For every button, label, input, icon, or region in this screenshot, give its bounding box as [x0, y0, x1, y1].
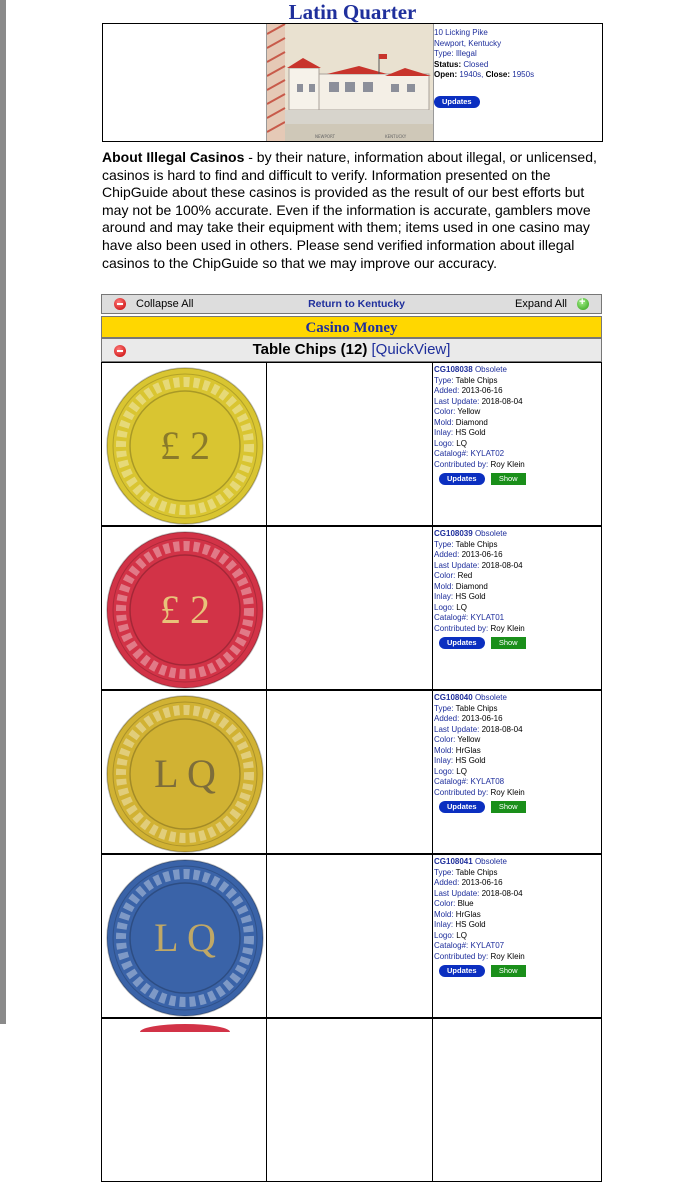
chip-row: [101, 854, 602, 1018]
casino-city: Newport, Kentucky: [434, 38, 502, 48]
chip-last-update: 2018-08-04: [481, 396, 523, 406]
chip-last-update: 2018-08-04: [481, 560, 523, 570]
chip-color: Red: [457, 571, 473, 580]
chip-image-cell[interactable]: [102, 527, 267, 689]
type-label: Type:: [434, 703, 454, 713]
left-border: [0, 0, 6, 1024]
chip-face-text: L Q: [154, 915, 216, 960]
chip-face-text: £ 2: [160, 587, 210, 632]
type-label: Type:: [434, 539, 454, 549]
chip-inlay: HS Gold: [455, 756, 486, 765]
chip-image-cell[interactable]: [102, 691, 267, 853]
inlay-label: Inlay:: [434, 756, 454, 765]
chip-updates-button[interactable]: Updates: [439, 473, 485, 485]
chip-inlay: HS Gold: [455, 592, 486, 601]
chip-state: Obsolete: [474, 529, 507, 538]
chip-id[interactable]: CG108041: [434, 857, 473, 866]
chip-show-button[interactable]: Show: [491, 637, 526, 649]
catalog-label: Catalog#:: [434, 613, 469, 622]
last-update-label: Last Update:: [434, 888, 480, 898]
close-label: Close:: [485, 70, 511, 79]
inlay-label: Inlay:: [434, 428, 454, 437]
chip-contributor: Roy Klein: [490, 787, 525, 797]
toolbar: [101, 294, 602, 314]
type-label: Type:: [434, 375, 454, 385]
chip-color: Blue: [457, 899, 474, 908]
chip-last-update: 2018-08-04: [481, 724, 523, 734]
collapse-section-icon[interactable]: [114, 345, 126, 357]
logo-label: Logo:: [434, 602, 455, 612]
color-label: Color:: [434, 735, 456, 744]
casino-address: 10 Licking Pike: [434, 28, 488, 37]
chip-contributor: Roy Klein: [490, 623, 525, 633]
casino-info-box: [102, 23, 603, 142]
mold-label: Mold:: [434, 745, 454, 755]
logo-label: Logo:: [434, 766, 455, 776]
chip-updates-button[interactable]: Updates: [439, 637, 485, 649]
catalog-label: Catalog#:: [434, 941, 469, 950]
contributed-label: Contributed by:: [434, 951, 489, 961]
casino-postcard-image[interactable]: [267, 24, 434, 141]
empty-cell: [267, 855, 433, 1017]
chip-mold: Diamond: [455, 581, 488, 591]
last-update-label: Last Update:: [434, 560, 480, 570]
chip-details: [434, 857, 601, 977]
chip-mold: HrGlas: [455, 745, 481, 755]
catalog-label: Catalog#:: [434, 777, 469, 786]
about-text: - by their nature, information about illegal, or unlicensed, casinos is hard to find and difficult to verify. Information presented on the ChipGuide about these casinos is provided as the result of our best efforts but may not be 100% accurate. Even if the information is accurate, gamblers move around and may take their equipment with them; items used in one casino may have also been used in others. Please send verified information about illegal casinos to the ChipGuide so that we may improve our accuracy.: [102, 149, 597, 271]
chip-show-button[interactable]: Show: [491, 473, 526, 485]
type-label: Type:: [434, 867, 454, 877]
casino-updates-button[interactable]: Updates: [434, 96, 480, 108]
chip-mold: Diamond: [455, 417, 488, 427]
chip-logo: LQ: [456, 766, 467, 776]
chip-details: [434, 365, 601, 485]
chip-logo: LQ: [456, 602, 467, 612]
color-label: Color:: [434, 571, 456, 580]
section-casino-money[interactable]: Casino Money: [101, 316, 602, 338]
casino-title: Latin Quarter: [288, 0, 417, 24]
mold-label: Mold:: [434, 909, 454, 919]
chip-image[interactable]: [105, 366, 265, 526]
chip-details: [434, 693, 601, 813]
chip-logo: LQ: [456, 930, 467, 940]
type-label: Type:: [434, 49, 454, 58]
chip-details: [434, 529, 601, 649]
about-heading: About Illegal Casinos: [102, 149, 245, 165]
chip-type: Table Chips: [455, 867, 498, 877]
last-update-label: Last Update:: [434, 724, 480, 734]
casino-details: 10 Licking Pike Newport, Kentucky Type: Illegal Status: Closed Open: 1940s, Close: 1950s Updates: [434, 28, 602, 108]
inlay-label: Inlay:: [434, 920, 454, 929]
chip-catalog: KYLAT08: [470, 777, 505, 786]
chip-last-update: 2018-08-04: [481, 888, 523, 898]
chip-contributor: Roy Klein: [490, 951, 525, 961]
chip-id[interactable]: CG108038: [434, 365, 473, 374]
chip-type: Table Chips: [455, 703, 498, 713]
catalog-label: Catalog#:: [434, 449, 469, 458]
chip-inlay: HS Gold: [455, 428, 486, 437]
last-update-label: Last Update:: [434, 396, 480, 406]
empty-cell: [103, 24, 267, 141]
chip-show-button[interactable]: Show: [491, 965, 526, 977]
added-label: Added:: [434, 878, 460, 887]
chip-added: 2013-06-16: [461, 714, 503, 723]
added-label: Added:: [434, 550, 460, 559]
empty-cell: [267, 363, 433, 525]
casino-type: Illegal: [455, 49, 477, 58]
postcard-illustration: [267, 24, 433, 141]
casino-open: 1940s: [459, 70, 482, 79]
chip-added: 2013-06-16: [461, 550, 503, 559]
expand-all-icon[interactable]: [577, 298, 589, 310]
empty-cell: [267, 691, 433, 853]
chip-image[interactable]: [105, 530, 265, 690]
chip-row: [101, 690, 602, 854]
contributed-label: Contributed by:: [434, 623, 489, 633]
chip-row-partial: [101, 1018, 602, 1182]
about-illegal-casinos: [102, 149, 602, 272]
color-label: Color:: [434, 899, 456, 908]
inlay-label: Inlay:: [434, 592, 454, 601]
chip-image[interactable]: [105, 858, 265, 1018]
contributed-label: Contributed by:: [434, 459, 489, 469]
collapse-all-link[interactable]: Collapse All: [136, 298, 194, 310]
status-label: Status:: [434, 59, 462, 69]
chip-state: Obsolete: [474, 365, 507, 374]
empty-cell: [267, 527, 433, 689]
color-label: Color:: [434, 407, 456, 416]
chip-type: Table Chips: [455, 375, 498, 385]
chip-image-cell: [102, 1019, 267, 1181]
chip-catalog: KYLAT02: [470, 449, 505, 458]
chip-image[interactable]: [105, 694, 265, 854]
chip-added: 2013-06-16: [461, 878, 503, 887]
chip-row: [101, 362, 602, 526]
chip-id[interactable]: CG108039: [434, 529, 473, 538]
logo-label: Logo:: [434, 930, 455, 940]
chip-logo: LQ: [456, 438, 467, 448]
casino-close: 1950s: [512, 70, 535, 79]
chip-state: Obsolete: [474, 693, 507, 702]
chip-face-text: L Q: [154, 751, 216, 796]
return-to-kentucky-link[interactable]: Return to Kentucky: [308, 298, 405, 310]
chip-row: [101, 526, 602, 690]
quickview-link[interactable]: [QuickView]: [371, 341, 451, 358]
added-label: Added:: [434, 386, 460, 395]
chip-color: Yellow: [457, 407, 481, 416]
postcard-right-text: KENTUCKY: [385, 134, 407, 139]
chip-catalog: KYLAT07: [470, 941, 505, 950]
contributed-label: Contributed by:: [434, 787, 489, 797]
casino-status: Closed: [463, 59, 489, 69]
chip-type: Table Chips: [455, 539, 498, 549]
chip-image-cell[interactable]: [102, 855, 267, 1017]
casino-header: [102, 0, 603, 142]
subsection-table-chips[interactable]: [101, 338, 602, 362]
chip-show-button[interactable]: Show: [491, 801, 526, 813]
expand-all-link[interactable]: Expand All: [515, 298, 567, 310]
chip-catalog: KYLAT01: [470, 613, 505, 622]
logo-label: Logo:: [434, 438, 455, 448]
chip-updates-button[interactable]: Updates: [439, 801, 485, 813]
added-label: Added:: [434, 714, 460, 723]
chip-state: Obsolete: [474, 857, 507, 866]
chip-mold: HrGlas: [455, 909, 481, 919]
chip-id[interactable]: CG108040: [434, 693, 473, 702]
chip-updates-button[interactable]: Updates: [439, 965, 485, 977]
chip-contributor: Roy Klein: [490, 459, 525, 469]
subsection-title: Table Chips (12): [252, 341, 368, 358]
chip-added: 2013-06-16: [461, 386, 503, 395]
open-label: Open:: [434, 70, 458, 79]
mold-label: Mold:: [434, 581, 454, 591]
mold-label: Mold:: [434, 417, 454, 427]
chip-color: Yellow: [457, 735, 481, 744]
chip-image-cell[interactable]: [102, 363, 267, 525]
chip-inlay: HS Gold: [455, 920, 486, 929]
chip-face-text: £ 2: [160, 423, 210, 468]
postcard-left-text: NEWPORT: [315, 134, 335, 139]
empty-cell: [267, 1019, 433, 1181]
